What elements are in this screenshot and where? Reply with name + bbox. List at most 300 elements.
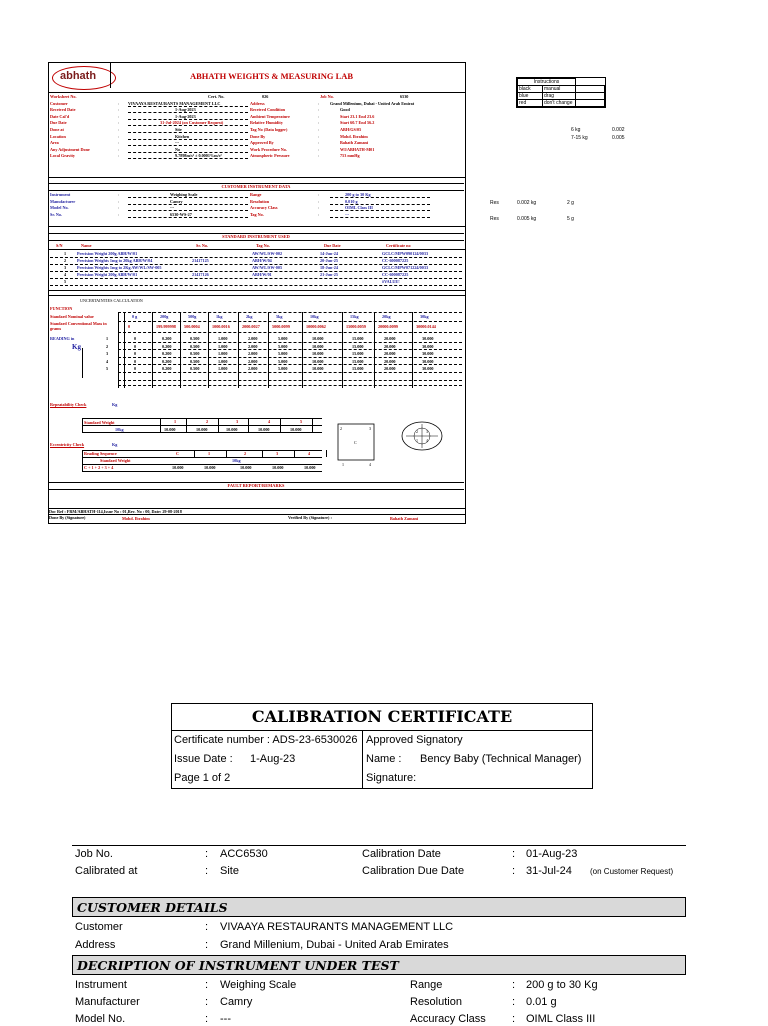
repeat-val-1: 10.000 — [196, 427, 208, 432]
colon: : — [318, 205, 320, 210]
left-value-7: --- — [175, 140, 180, 146]
calibrated-at-label: Calibrated at — [75, 865, 138, 877]
std-cell-2-0: 3 — [64, 265, 67, 270]
std-cell-3-4: 21-Jun-25 — [320, 272, 338, 277]
fault-report-bar: FAULT REPORT/REMARKS — [48, 482, 464, 490]
reading-3-8: 20.000 — [384, 358, 396, 364]
reading-3-9: 30.000 — [422, 358, 434, 364]
repeat-val-3: 10.000 — [258, 427, 270, 432]
ecc-seq-label: Reading Sequence — [84, 451, 117, 456]
right-value-3: Start 60.7 End 56.2 — [340, 120, 375, 126]
left-label-4: Due Date — [50, 120, 67, 126]
nominal-5: 5kg — [276, 314, 283, 319]
calibration-due-label: Calibration Due Date — [362, 865, 465, 877]
right-value-5: Mohd. Ibrahim — [340, 133, 368, 139]
colon: : — [318, 192, 320, 197]
repeat-std-label: Standard Weight — [84, 420, 115, 425]
nominal-0: 0 g — [132, 314, 138, 319]
colon: : — [205, 979, 209, 991]
svg-text:2: 2 — [340, 426, 342, 431]
left-value-9: 9.7898m/s² ± 0.0001%m/s² — [175, 153, 222, 159]
repeat-head-0: 1 — [174, 419, 177, 424]
reading-index: 2 — [106, 343, 109, 349]
colon: : — [318, 211, 320, 217]
reading-0-6: 10.000 — [312, 336, 324, 341]
svg-text:1: 1 — [342, 462, 344, 467]
std-conv-label: Standard Conventional Mass in grams — [50, 321, 107, 331]
std-cell-2-5: GCLC/MPW071224/0033 — [382, 265, 429, 270]
instr-meaning-drag: drag — [543, 93, 576, 100]
ecc-val-0: 10.000 — [172, 465, 184, 470]
range-label: Range — [410, 979, 443, 991]
lab-title: ABHATH WEIGHTS & MEASURING LAB — [190, 71, 354, 81]
reading-1-0: 0 — [134, 343, 137, 349]
colon: : — [205, 1013, 209, 1025]
instr-meaning-manual: manual — [543, 86, 576, 93]
reading-0-8: 20.000 — [384, 336, 396, 341]
conv-8: 20000.0099 — [378, 324, 398, 329]
reading-0-4: 2.000 — [248, 336, 258, 341]
instr-color-blue: blue — [518, 93, 543, 100]
eccentricity-unit: Kg — [112, 442, 118, 447]
reading-0-5: 5.000 — [278, 336, 288, 341]
right-label-8: Atmospheric Pressure — [250, 153, 290, 159]
reading-3-6: 10.000 — [312, 358, 324, 364]
std-cell-3-2: 21417126 — [192, 272, 209, 277]
function-label: FUNCTION — [50, 306, 73, 311]
right-label-6: Approved By — [250, 140, 274, 146]
accuracy-class: OIML Class III — [526, 1013, 596, 1025]
std-header-1: Name — [81, 243, 92, 248]
std-cell-0-0: 1 — [64, 251, 67, 256]
left-value-6: Kitchen — [175, 133, 190, 139]
reading-index: 5 — [106, 366, 109, 371]
job-no-label: Job No. — [75, 848, 113, 860]
repeat-mass: 10kg — [115, 427, 124, 432]
conv-3: 1000.0016 — [212, 324, 230, 329]
left-label-6: Location — [50, 133, 66, 139]
eccentricity-diagram — [336, 420, 456, 472]
job-no-value: 6530 — [400, 94, 409, 99]
ecc-mass: 10kg — [232, 458, 241, 463]
colon: : — [118, 211, 120, 217]
colon: : — [318, 120, 320, 126]
colon: : — [205, 939, 209, 951]
instr-color-black: black — [518, 86, 543, 93]
colon: : — [318, 127, 320, 132]
left-label-7: Area — [50, 140, 59, 146]
instr-left-label-3: Sr. No. — [50, 211, 63, 217]
std-cell-2-4: 18-Jun-24 — [320, 265, 338, 270]
signature-label: Signature: — [366, 772, 417, 784]
res-value-1: 0.002 kg — [517, 200, 537, 206]
std-cell-1-0: 2 — [64, 258, 67, 263]
std-header-5: Certificate no — [386, 243, 411, 248]
conv-7: 15000.0059 — [346, 324, 366, 329]
reading-2-3: 1.000 — [218, 351, 228, 356]
due-note: (on Customer Request) — [590, 867, 674, 876]
reading-1-8: 20.000 — [384, 343, 396, 349]
nominal-1: 200g — [160, 314, 169, 319]
colon: : — [205, 848, 209, 860]
colon: : — [118, 133, 120, 139]
colon: : — [318, 133, 320, 139]
std-cell-1-4: 20-Jun-25 — [320, 258, 338, 263]
reading-4-2: 0.500 — [190, 366, 200, 371]
instr-left-label-0: Instrument — [50, 192, 71, 197]
verified-by-name: Bahath Zamani — [390, 516, 419, 521]
done-by-name: Mohd. Ibrahim — [122, 516, 150, 521]
reading-1-5: 5.000 — [278, 343, 288, 349]
reading-2-9: 30.000 — [422, 351, 434, 356]
instr-meaning-dont-change: don't change — [543, 100, 576, 107]
reading-1-4: 2.000 — [248, 343, 258, 349]
res-label-1: Res — [490, 200, 499, 206]
page-number: Page 1 of 2 — [174, 772, 231, 784]
reading-1-2: 0.500 — [190, 343, 200, 349]
reading-2-6: 10.000 — [312, 351, 324, 356]
ecc-val-4: 10.000 — [304, 465, 316, 470]
customer-name: VIVAAYA RESTAURANTS MANAGEMENT LLC — [220, 921, 454, 933]
reading-3-2: 0.500 — [190, 358, 200, 364]
colon: : — [318, 100, 320, 106]
nominal-4: 2kg — [246, 314, 253, 319]
reading-3-1: 0.200 — [162, 358, 172, 364]
customer-instrument-data-bar: CUSTOMER INSTRUMENT DATA — [48, 183, 464, 191]
colon: : — [512, 979, 516, 991]
instr-right-value-3: --- — [345, 211, 350, 217]
ecc-order: C + 1 + 2 + 3 + 4 — [84, 465, 114, 470]
ecc-head-1: 1 — [208, 451, 211, 456]
conv-6: 10000.0062 — [306, 324, 326, 329]
reading-0-1: 0.200 — [162, 336, 172, 341]
repeatability-unit: Kg — [112, 402, 118, 407]
model: --- — [220, 1013, 231, 1025]
ecc-head-2: 2 — [244, 451, 247, 456]
right-label-0: Address — [250, 100, 265, 106]
svg-text:1: 1 — [416, 438, 418, 443]
reading-2-7: 15.000 — [352, 351, 364, 356]
ecc-val-2: 10.000 — [240, 465, 252, 470]
std-cell-1-5: CC-600087225 — [382, 258, 409, 263]
repeat-head-3: 4 — [268, 419, 271, 424]
svg-text:4: 4 — [369, 462, 371, 467]
model-label: Model No. — [75, 1013, 126, 1025]
note-7-15kg-val: 0.005 — [612, 135, 625, 141]
note-6kg: 6 kg — [571, 127, 581, 133]
right-label-7: Work Procedure No. — [250, 146, 287, 152]
ecc-val-3: 10.000 — [272, 465, 284, 470]
instrument-label: Instrument — [75, 979, 127, 991]
colon: : — [512, 865, 516, 877]
conv-4: 2000.0027 — [242, 324, 260, 329]
verified-by-label: Verified By (Signature) : — [288, 515, 332, 520]
std-header-0: S/N — [56, 243, 63, 248]
std-cell-0-5: GCLC/MPW090124/0033 — [382, 251, 429, 256]
calibration-certificate-box — [171, 703, 593, 789]
repeat-val-2: 10.000 — [226, 427, 238, 432]
colon: : — [205, 865, 209, 877]
std-cell-3-5: CC-600087225 — [382, 272, 409, 277]
reading-2-5: 5.000 — [278, 351, 288, 356]
res-grams-1: 2 g — [567, 200, 574, 206]
std-cell-3-3: ABH/W/01 — [252, 272, 272, 277]
reading-3-3: 1.000 — [218, 358, 228, 364]
reading-1-3: 1.000 — [218, 343, 228, 349]
range: 200 g to 30 Kg — [526, 979, 598, 991]
instructions-title: Instructions — [518, 79, 576, 86]
instr-right-label-3: Tag No. — [250, 211, 264, 217]
nominal-2: 500g — [188, 314, 197, 319]
instr-left-value-0: Weighing Scale — [170, 192, 198, 197]
colon: : — [118, 198, 120, 204]
calibrated-at: Site — [220, 865, 239, 877]
signatory-name: Bency Baby (Technical Manager) — [420, 753, 582, 765]
note-7-15kg: 7-15 kg — [571, 135, 588, 141]
colon: : — [318, 146, 320, 152]
instr-left-label-2: Model No. — [50, 205, 69, 210]
reading-1-6: 10.000 — [312, 343, 324, 349]
reading-3-0: 0 — [134, 358, 137, 364]
reading-4-9: 30.000 — [422, 366, 434, 371]
colon: : — [512, 1013, 516, 1025]
colon: : — [118, 127, 120, 132]
address: Grand Millenium, Dubai - United Arab Emirates — [220, 939, 449, 951]
customer-details-band: CUSTOMER DETAILS — [72, 897, 686, 917]
right-label-4: Tag No (Data logger) — [250, 127, 288, 132]
customer-label: Customer — [75, 921, 123, 933]
reading-4-7: 15.000 — [352, 366, 364, 371]
ecc-val-1: 10.000 — [204, 465, 216, 470]
right-label-3: Relative Humidity — [250, 120, 283, 126]
colon: : — [318, 140, 320, 146]
repeat-val-4: 10.000 — [290, 427, 302, 432]
std-cell-3-0: 4 — [64, 272, 67, 277]
done-by-label: Done By (Signature) — [49, 515, 86, 520]
std-header-3: Tag No. — [256, 243, 270, 248]
reading-4-4: 2.000 — [248, 366, 258, 371]
left-label-9: Local Gravity — [50, 153, 76, 159]
right-label-2: Ambient Temperature — [250, 113, 290, 119]
approved-signatory: Approved Signatory — [366, 734, 463, 746]
reading-2-2: 0.500 — [190, 351, 200, 356]
ecc-std-label: Standard Weight — [100, 458, 131, 463]
nominal-7: 15kg — [350, 314, 359, 319]
colon: : — [318, 113, 320, 119]
manufacturer: Camry — [220, 996, 253, 1008]
repeat-head-4: 5 — [300, 419, 303, 424]
reading-2-4: 2.000 — [248, 351, 258, 356]
certificate-number: Certificate number : ADS-23-6530026 — [174, 734, 358, 746]
note-6kg-val: 0.002 — [612, 127, 625, 133]
ecc-head-3: 3 — [276, 451, 279, 456]
reading-3-7: 15.000 — [352, 358, 364, 364]
instr-right-label-0: Range — [250, 192, 262, 197]
reading-0-9: 30.000 — [422, 336, 434, 341]
colon: : — [118, 120, 120, 126]
reading-1-1: 0.200 — [162, 343, 172, 349]
svg-text:2: 2 — [416, 429, 418, 434]
colon: : — [512, 996, 516, 1008]
conv-1: 199.999998 — [156, 324, 176, 329]
reading-2-8: 20.000 — [384, 351, 396, 356]
instr-right-value-1: 0.010 g — [345, 198, 358, 204]
conv-5: 5000.0099 — [272, 324, 290, 329]
repeat-val-0: 10.000 — [164, 427, 176, 432]
reading-4-6: 10.000 — [312, 366, 324, 371]
left-value-8: No — [175, 146, 181, 152]
right-value-1: Good — [340, 107, 350, 113]
reading-3-5: 5.000 — [278, 358, 288, 364]
left-label-8: Any Adjustment Done — [50, 146, 90, 152]
worksheet-no-label: Worksheet No. — [50, 94, 77, 99]
repeat-head-2: 3 — [236, 419, 239, 424]
reading-4-8: 20.000 — [384, 366, 396, 371]
repeat-head-1: 2 — [206, 419, 209, 424]
reading-3-4: 2.000 — [248, 358, 258, 364]
colon: : — [118, 107, 120, 113]
address-label: Address — [75, 939, 116, 951]
colon: : — [318, 107, 320, 113]
colon: : — [118, 146, 120, 152]
reading-0-2: 0.500 — [190, 336, 200, 341]
instr-left-value-2: --- — [170, 205, 175, 210]
reading-label: READING in — [50, 336, 75, 341]
reading-4-3: 1.000 — [218, 366, 228, 371]
conv-9: 30000.0144 — [416, 324, 436, 329]
std-cell-4-0: 5 — [64, 279, 67, 284]
resolution: 0.01 g — [526, 996, 557, 1008]
eccentricity-label: Eccentricity Check — [50, 442, 85, 447]
left-label-2: Received Date — [50, 107, 76, 113]
doc-ref: Doc Ref : FRM/ABHATH-114,Issue No : 01,Rev. No : 00, Date: 29-08-2018 — [49, 509, 182, 514]
colon: : — [118, 205, 120, 210]
repeatability-label: Repeatability Check — [50, 402, 87, 407]
right-value-7: WI/ABHATH-M01 — [340, 146, 375, 152]
instrument-under-test-band: DECRIPTION OF INSTRUMENT UNDER TEST — [72, 955, 686, 975]
certificate-title: CALIBRATION CERTIFICATE — [172, 704, 592, 731]
left-label-3: Date Cal'd — [50, 113, 70, 119]
res-grams-2: 5 g — [567, 216, 574, 222]
colon: : — [118, 100, 120, 106]
colon: : — [318, 198, 320, 204]
std-cell-0-3: AW/WL/SW-002 — [252, 251, 283, 256]
nominal-6: 10kg — [310, 314, 319, 319]
ecc-head-4: 4 — [308, 451, 311, 456]
instr-right-label-1: Resolution — [250, 198, 270, 204]
nominal-9: 30kg — [420, 314, 429, 319]
colon: : — [118, 153, 120, 159]
reading-4-1: 0.200 — [162, 366, 172, 371]
colon: : — [118, 192, 120, 197]
reading-2-0: 0 — [134, 351, 137, 356]
colon: : — [318, 153, 320, 159]
colon: : — [118, 113, 120, 119]
left-label-1: Customer — [50, 100, 68, 106]
right-label-1: Received Condition — [250, 107, 286, 113]
reading-1-7: 15.000 — [352, 343, 364, 349]
reading-4-5: 5.000 — [278, 366, 288, 371]
accuracy-class-label: Accuracy Class — [410, 1013, 486, 1025]
left-value-2: 1-Aug-2023 — [175, 107, 196, 113]
instr-left-label-1: Manufacturer — [50, 198, 76, 204]
right-value-6: Bahath Zamani — [340, 140, 369, 146]
left-value-3: 1-Aug-2023 — [175, 113, 196, 119]
res-value-2: 0.005 kg — [517, 216, 537, 222]
reading-index: 3 — [106, 351, 109, 356]
svg-text:C: C — [354, 440, 357, 445]
left-value-5: Site — [175, 127, 182, 132]
instr-right-value-0: 200 g to 30 Kg — [345, 192, 371, 197]
issue-date: 1-Aug-23 — [250, 753, 296, 765]
reading-1-9: 30.000 — [422, 343, 434, 349]
std-cell-1-2: 21417125 — [192, 258, 209, 263]
reading-0-0: 0 — [134, 336, 137, 341]
instr-left-value-3: 6530-WS-27 — [170, 211, 192, 217]
std-cell-0-1: Precision Weight 200g ABH/W/01 — [77, 251, 138, 256]
colon: : — [205, 996, 209, 1008]
svg-text:3: 3 — [426, 429, 428, 434]
resolution-label: Resolution — [410, 996, 462, 1008]
reading-index: 1 — [106, 336, 109, 341]
svg-text:4: 4 — [426, 438, 428, 443]
instrument: Weighing Scale — [220, 979, 297, 991]
std-cell-1-1: Precision Weights 1mg to 20kg ABH/W/04 — [77, 258, 153, 263]
reading-0-3: 1.000 — [218, 336, 228, 341]
std-cell-1-3: ABH/W/04 — [252, 258, 272, 263]
nominal-8: 20kg — [382, 314, 391, 319]
instructions-box — [516, 77, 606, 108]
std-header-4: Due Date — [324, 243, 341, 248]
manufacturer-label: Manufacturer — [75, 996, 140, 1008]
std-cell-4-5: #VALUE! — [382, 279, 400, 284]
conv-2: 500.0004 — [184, 324, 200, 329]
svg-text:3: 3 — [369, 426, 371, 431]
right-value-4: ABH/GS/05 — [340, 127, 362, 132]
nominal-3: 1kg — [216, 314, 223, 319]
job-no-label: Job No. — [320, 94, 334, 99]
instr-left-value-1: Camry — [170, 198, 183, 204]
std-cell-2-1: Precision Weights 1mg to 2Kg AW/WL/SW-005 — [77, 265, 162, 270]
cert-no-label: Cert. No. — [208, 94, 225, 99]
std-cell-3-1: Precision Weight 200g ABH/W/01 — [77, 272, 138, 277]
logo-text: abhath — [60, 70, 97, 82]
colon: : — [205, 921, 209, 933]
left-value-4: 31-Jul-2024 (on Customer Request) — [160, 120, 224, 126]
instr-right-label-2: Accuracy Class — [250, 205, 278, 210]
job-no: ACC6530 — [220, 848, 268, 860]
right-label-5: Done By — [250, 133, 266, 139]
issue-date-label: Issue Date : — [174, 753, 233, 765]
right-value-2: Start 23.1 End 23.6 — [340, 113, 375, 119]
colon: : — [512, 848, 516, 860]
cert-no-value: 026 — [262, 94, 269, 99]
standard-instrument-bar: STANDARD INSTRUMENT USED — [48, 233, 464, 241]
reading-2-1: 0.200 — [162, 351, 172, 356]
reading-index: 4 — [106, 358, 109, 364]
std-header-2: Sr. No. — [196, 243, 209, 248]
std-cell-0-4: 14-Jun-24 — [320, 251, 338, 256]
left-value-1: VIVAAYA RESTAURANTS MANAGEMENT LLC — [128, 100, 221, 106]
ecc-head-0: C — [176, 451, 180, 456]
right-value-8: 753 mmHg — [340, 153, 360, 159]
calibration-due: 31-Jul-24 — [526, 865, 572, 877]
right-value-0: Grand Millenium, Dubai - United Arab Emirat — [330, 100, 415, 106]
std-nominal-label: Standard Nominal value — [50, 314, 94, 319]
uncertainty-label: UNCERTAINTIES CALCULATION — [80, 298, 143, 303]
reading-0-7: 15.000 — [352, 336, 364, 341]
signatory-name-label: Name : — [366, 753, 402, 765]
